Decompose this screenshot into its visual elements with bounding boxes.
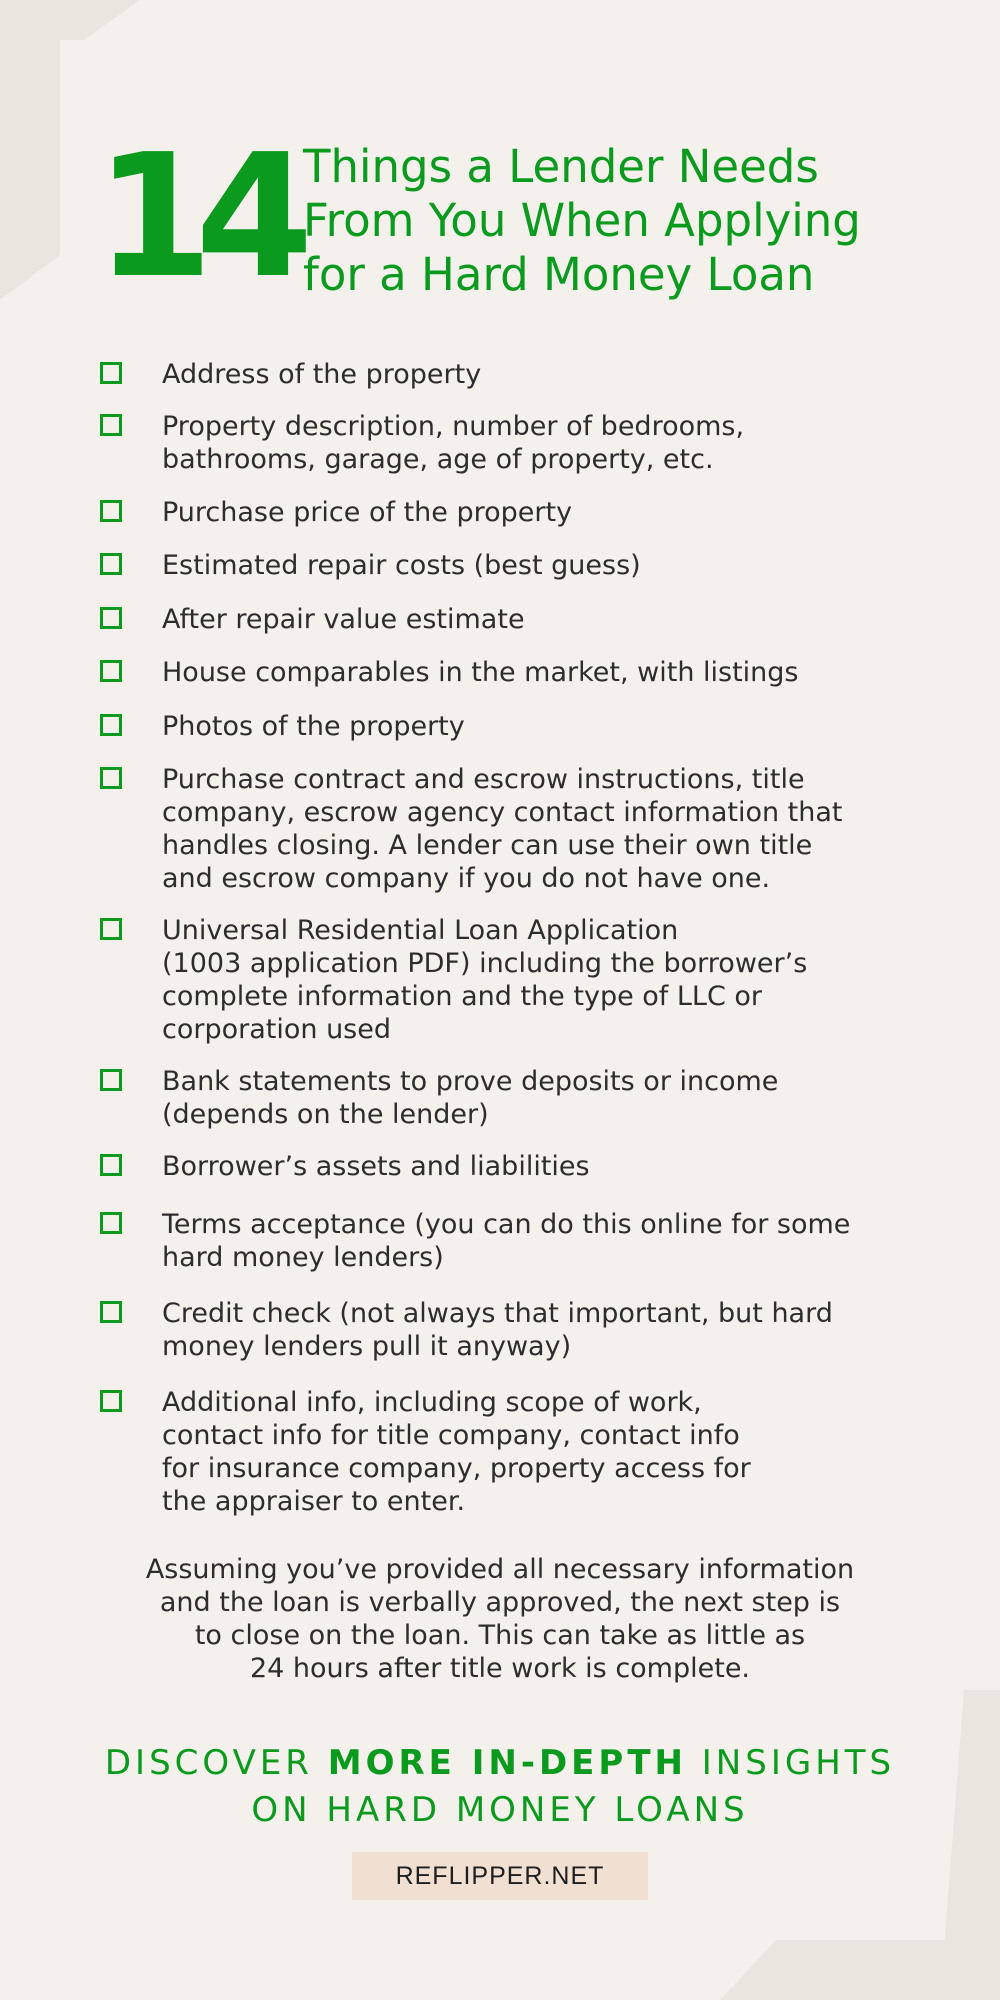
checkbox-icon[interactable] bbox=[100, 1390, 122, 1412]
checklist-item-text: Borrower’s assets and liabilities bbox=[162, 1151, 590, 1182]
checkbox-icon[interactable] bbox=[100, 918, 122, 940]
checkbox-icon[interactable] bbox=[100, 362, 122, 384]
site-link-label: REFLIPPER.NET bbox=[395, 1861, 605, 1890]
checkbox-icon[interactable] bbox=[100, 660, 122, 682]
cta-bold: MORE IN-DEPTH bbox=[327, 1743, 687, 1783]
checklist-item-text: Additional info, including scope of work, contact info for title company, contact info for insurance company, property access for the appraiser to enter. bbox=[162, 1387, 751, 1517]
corner-decoration bbox=[0, 0, 140, 40]
checklist-item-text: Purchase price of the property bbox=[162, 497, 573, 528]
header bbox=[95, 118, 915, 316]
cta-part-1: DISCOVER bbox=[104, 1743, 328, 1783]
closing-paragraph: Assuming you’ve provided all necessary information and the loan is verbally approved, the next step is to close on the loan. This can take as little as 24 hours after title work is complete. bbox=[145, 1554, 855, 1684]
site-link[interactable] bbox=[352, 1852, 648, 1900]
checklist-item-text: After repair value estimate bbox=[162, 604, 525, 635]
checklist-item-text: Terms acceptance (you can do this online for some hard money lenders) bbox=[162, 1209, 851, 1273]
checkbox-icon[interactable] bbox=[100, 714, 122, 736]
checkbox-icon[interactable] bbox=[100, 553, 122, 575]
checklist-item-text: Address of the property bbox=[162, 359, 482, 390]
checklist-item-text: Bank statements to prove deposits or income (depends on the lender) bbox=[162, 1066, 779, 1130]
checkbox-icon[interactable] bbox=[100, 1212, 122, 1234]
big-number: 14 bbox=[95, 118, 296, 316]
checklist-item-text: Estimated repair costs (best guess) bbox=[162, 550, 641, 581]
corner-decoration bbox=[720, 1940, 1000, 2000]
checkbox-icon[interactable] bbox=[100, 500, 122, 522]
checkbox-icon[interactable] bbox=[100, 1154, 122, 1176]
checklist-item-text: House comparables in the market, with listings bbox=[162, 657, 799, 688]
checklist-item-text: Universal Residential Loan Application (1003 application PDF) including the borrower’s complete information and the type of LLC or corporation used bbox=[162, 915, 808, 1045]
cta-line-2: ON HARD MONEY LOANS bbox=[251, 1790, 749, 1830]
checklist-item-text: Property description, number of bedrooms, bathrooms, garage, age of property, etc. bbox=[162, 411, 745, 475]
corner-decoration bbox=[0, 0, 60, 300]
cta-heading[interactable] bbox=[60, 1740, 940, 1834]
checkbox-icon[interactable] bbox=[100, 767, 122, 789]
cta-line-1 bbox=[60, 1740, 940, 1787]
page-title: Things a Lender Needs From You When Applying for a Hard Money Loan bbox=[303, 140, 861, 301]
checklist-item-text: Photos of the property bbox=[162, 711, 465, 742]
checkbox-icon[interactable] bbox=[100, 607, 122, 629]
checklist-item-text: Credit check (not always that important, but hard money lenders pull it anyway) bbox=[162, 1298, 833, 1362]
cta-part-2: INSIGHTS bbox=[686, 1743, 896, 1783]
checkbox-icon[interactable] bbox=[100, 1069, 122, 1091]
checkbox-icon[interactable] bbox=[100, 414, 122, 436]
checkbox-icon[interactable] bbox=[100, 1301, 122, 1323]
checklist-item-text: Purchase contract and escrow instructions, title company, escrow agency contact information that handles closing. A lender can use their own title and escrow company if you do not have one. bbox=[162, 764, 843, 894]
